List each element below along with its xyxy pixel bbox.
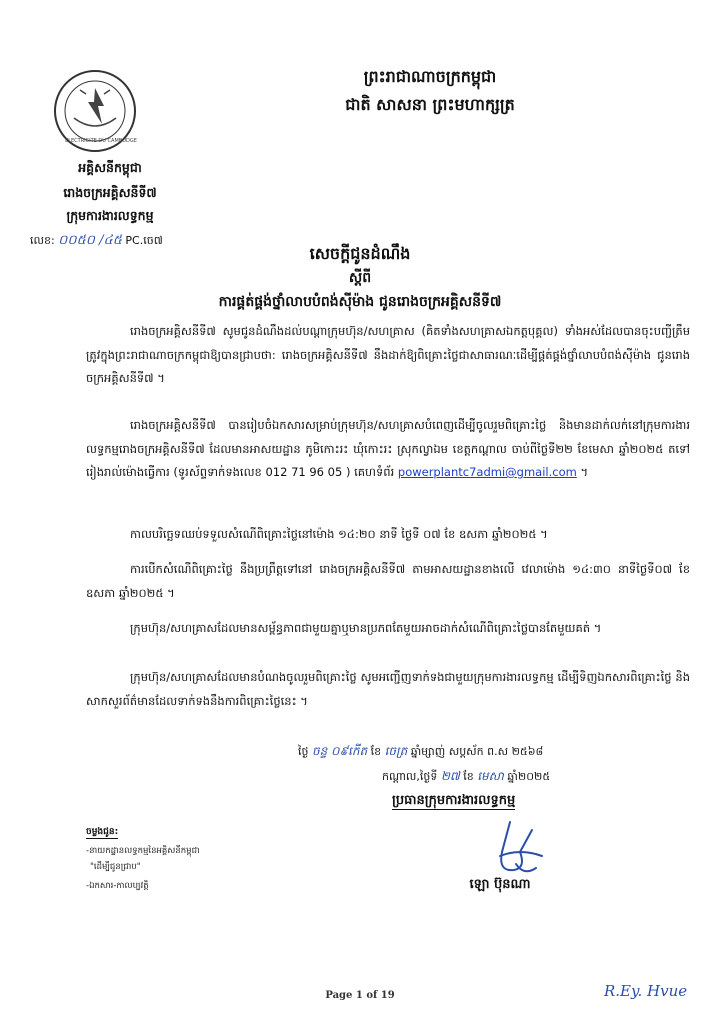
- reference-number: [30, 232, 163, 251]
- solar-date-line: [382, 768, 702, 786]
- email-link[interactable]: powerplantc7admi@gmail.com: [397, 465, 577, 479]
- paragraph-contact: [86, 666, 690, 713]
- paragraph-intro: [86, 320, 690, 391]
- paragraph-opening-text: ការបើកសំណើពិគ្រោះថ្លៃ នឹងប្រព្រឹត្តទៅនៅ រោងចក្រអគ្គិសនីទី៧ តាមអាសយដ្ឋានខាងលើ វេលាម៉ោង ១៤:៣០ នាទីថ្ងៃទី០៧ ខែឧសភា ឆ្នាំ២០២៥ ។: [86, 562, 690, 600]
- org-plant: រោងចក្រអគ្គិសនីទី៧: [63, 185, 157, 200]
- handwritten-signature-icon: [480, 812, 560, 882]
- ref-handwritten: ០០៥០ /៤៥: [58, 233, 122, 248]
- seal-text: ELECTRICITE DU CAMBODGE: [65, 138, 137, 144]
- solar-date-month: មេសា: [477, 769, 504, 783]
- cc-item: -ឯកសារ-កាលប្បវត្តិ: [86, 881, 149, 891]
- lunar-date-line: [298, 743, 698, 761]
- cc-item: "ដើម្បីជូនជ្រាប": [90, 862, 141, 872]
- signatory-name: ឡោ ប៊ុនណា: [469, 877, 531, 892]
- solar-date-month-label: ខែ: [463, 770, 474, 783]
- page-number: Page 1 of 19: [325, 990, 395, 1001]
- cc-heading-text: ចម្លងជូន:: [86, 827, 119, 837]
- signatory-title: [392, 792, 515, 811]
- lunar-date-prefix: ថ្ងៃ: [298, 745, 309, 758]
- paragraph-intro-text: រោងចក្រអគ្គិសនីទី៧ សូមជូនដំណឹងដល់បណ្តាក្រុមហ៊ុន/សហគ្រាស (គិតទាំងសហគ្រាសឯកត្តបុគ្គល) ទាំងអស់ដែលបានចុះបញ្ជីត្រឹមត្រូវក្នុងព្រះរាជាណាចក្រកម្ពុជាឱ្យបានជ្រាបថា: រោងចក្រអគ្គិសនីទី៧ នឹងដាក់ឱ្យពិគ្រោះថ្លៃជាសាធារណៈដើម្បីផ្គត់ផ្គង់ថ្នាំលាបបំពង់ស៊ីម៉ាង ជូនរោងចក្រអគ្គិសនីទី៧ ។: [86, 324, 690, 385]
- paragraph-documents-text: រោងចក្រអគ្គិសនីទី៧ បានរៀបចំឯកសារសម្រាប់ក្រុមហ៊ុន/សហគ្រាសបំពេញដើម្បីចូលរួមពិគ្រោះថ្លៃ និងមានដាក់លក់នៅក្រុមការងារលទ្ធកម្មរោងចក្រអគ្គិសនីទី៧ ដែលមានអាសយដ្ឋាន ភូមិកោះរះ ឃុំកោះរះ ស្រុកល្វាឯម ខេត្តកណ្តាល ចាប់ពីថ្ងៃទី២២ ខែមេសា ឆ្នាំ២០២៥ តទៅរៀងរាល់ម៉ោងធ្វើការ (ទូរស័ព្ទទាក់ទងលេខ 012 71 96 05 ) គេហទំព័រ: [86, 418, 690, 479]
- solar-date-suffix: ឆ្នាំ២០២៥: [507, 770, 551, 783]
- lunar-date-day: ចន្ទ ០៩កើត: [311, 744, 368, 758]
- paragraph-documents: [86, 414, 690, 485]
- org-name: អគ្គិសនីកម្ពុជា: [78, 160, 142, 175]
- paragraph-opening: [86, 558, 690, 605]
- ref-suffix: PC.ចេ៧: [125, 234, 163, 247]
- lunar-date-month-label: ខែ: [370, 745, 382, 758]
- lunar-date-month: ចេត្រ: [384, 744, 408, 758]
- national-motto: ជាតិ សាសនា ព្រះមហាក្សត្រ: [345, 95, 515, 114]
- signatory-title-text: ប្រធានក្រុមការងារលទ្ធកម្ម: [392, 793, 516, 808]
- notice-title: សេចក្តីជូនដំណឹង: [309, 244, 411, 263]
- lunar-date-suffix: ឆ្នាំម្សាញ់ សប្តស័ក ព.ស ២៥៦៨: [410, 745, 544, 758]
- cc-heading: [86, 826, 118, 839]
- signature-mark: [480, 812, 560, 882]
- paragraph-contact-text: ក្រុមហ៊ុន/សហគ្រាសដែលមានបំណងចូលរួមពិគ្រោះថ្លៃ សូមអញ្ជើញទាក់ទងជាមួយក្រុមការងារលទ្ធកម្ម ដើម្បីទិញឯកសារពិគ្រោះថ្លៃ និងសាកសួរព័ត៌មានដែលទាក់ទងនឹងការពិគ្រោះថ្លៃនេះ ។: [86, 670, 690, 708]
- paragraph-deadline-text: កាលបរិច្ឆេទឈប់ទទួលសំណើពិគ្រោះថ្លៃនៅម៉ោង ១៤:២០ នាទី ថ្ងៃទី ០៧ ខែ ឧសភា ឆ្នាំ២០២៥ ។: [130, 527, 548, 541]
- paragraph-deadline: [86, 523, 690, 547]
- paragraph-documents-end: ។: [576, 465, 589, 479]
- solar-date-prefix: កណ្តាល,ថ្ងៃទី: [382, 770, 438, 783]
- cc-item: -នាយកដ្ឋានលទ្ធកម្មនៃអគ្គិសនីកម្ពុជា: [86, 846, 200, 856]
- paragraph-affiliation-text: ក្រុមហ៊ុន/សហគ្រាសដែលមានសម្ព័ន្ធភាពជាមួយគ្នាឬមានប្រភពតែមួយអាចដាក់សំណើពិគ្រោះថ្លៃបានតែមួយគត់ ។: [130, 621, 602, 635]
- footer-initials: R.Ey. Hvue: [604, 982, 688, 1000]
- ref-label: លេខ:: [30, 234, 55, 247]
- org-team: ក្រុមការងារលទ្ធកម្ម: [66, 208, 154, 223]
- kingdom-title: ព្រះរាជាណាចក្រកម្ពុជា: [363, 67, 497, 86]
- notice-subject-label: ស្តីពី: [348, 270, 372, 286]
- paragraph-affiliation: [86, 617, 690, 641]
- solar-date-day: ២៧: [440, 769, 460, 783]
- notice-topic: ការផ្គត់ផ្គង់ថ្នាំលាបបំពង់ស៊ីម៉ាង ជូនរោងចក្រអគ្គិសនីទី៧: [218, 294, 502, 310]
